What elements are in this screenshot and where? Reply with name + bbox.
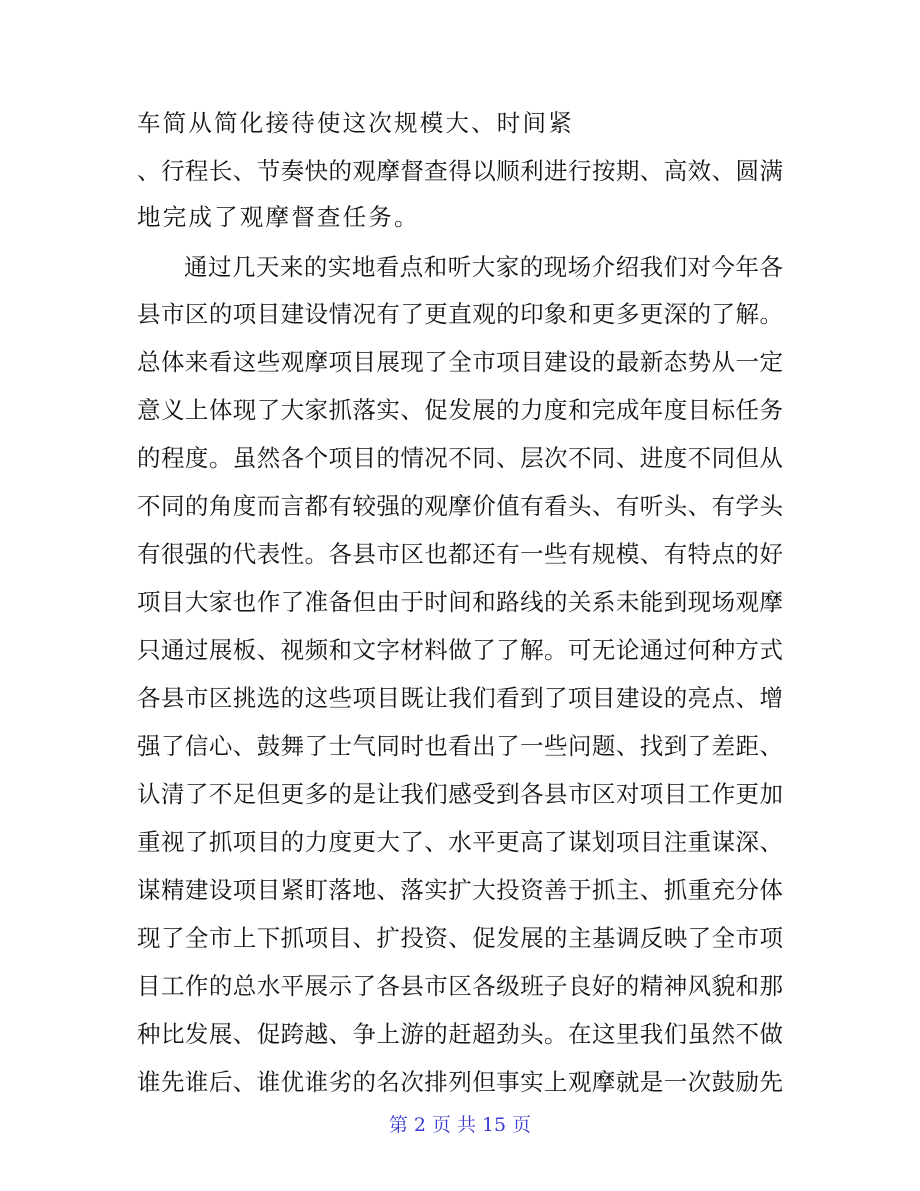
text-line-8: 的程度。虽然各个项目的情况不同、层次不同、进度不同但从 (137, 444, 783, 472)
text-line-18: 现了全市上下抓项目、扩投资、促发展的主基调反映了全市项 (137, 924, 783, 952)
text-line-12: 只通过展板、视频和文字材料做了了解。可无论通过何种方式 (137, 636, 783, 664)
text-line-20: 种比发展、促跨越、争上游的赶超劲头。在这里我们虽然不做 (137, 1020, 783, 1048)
footer-total-word: 页 (512, 1114, 532, 1136)
text-line-5: 县市区的项目建设情况有了更直观的印象和更多更深的了解。 (137, 300, 783, 328)
footer-total-prefix: 共 (456, 1114, 476, 1136)
paragraph-first-line: 通过几天来的实地看点和听大家的现场介绍我们对今年各 (184, 253, 783, 281)
text-line-16: 重视了抓项目的力度更大了、水平更高了谋划项目注重谋深、 (137, 828, 783, 856)
text-line-3: 地完成了观摩督查任务。 (137, 203, 420, 231)
footer-total-pages: 15 (481, 1114, 507, 1136)
text-line-2: 、行程长、节奏快的观摩督查得以顺利进行按期、高效、圆满 (137, 157, 783, 185)
text-line-11: 项目大家也作了准备但由于时间和路线的关系未能到现场观摩 (137, 588, 783, 616)
text-line-21: 谁先谁后、谁优谁劣的名次排列但事实上观摩就是一次鼓励先 (137, 1068, 783, 1096)
footer-page-word: 页 (431, 1114, 451, 1136)
footer-page-number: 2 (413, 1114, 426, 1136)
text-line-15: 认清了不足但更多的是让我们感受到各县市区对项目工作更加 (137, 780, 783, 808)
footer-page-prefix: 第 (388, 1114, 408, 1136)
text-line-19: 目工作的总水平展示了各县市区各级班子良好的精神风貌和那 (137, 972, 783, 1000)
text-line-1: 车简从简化接待使这次规模大、时间紧 (137, 109, 574, 137)
text-line-14: 强了信心、鼓舞了士气同时也看出了一些问题、找到了差距、 (137, 732, 783, 760)
text-line-10: 有很强的代表性。各县市区也都还有一些有规模、有特点的好 (137, 540, 783, 568)
text-line-13: 各县市区挑选的这些项目既让我们看到了项目建设的亮点、增 (137, 684, 783, 712)
text-line-6: 总体来看这些观摩项目展现了全市项目建设的最新态势从一定 (137, 348, 783, 376)
text-line-17: 谋精建设项目紧盯落地、落实扩大投资善于抓主、抓重充分体 (137, 876, 783, 904)
text-line-9: 不同的角度而言都有较强的观摩价值有看头、有听头、有学头 (137, 492, 783, 520)
text-line-7: 意义上体现了大家抓落实、促发展的力度和完成年度目标任务 (137, 396, 783, 424)
page-footer (0, 1110, 920, 1137)
